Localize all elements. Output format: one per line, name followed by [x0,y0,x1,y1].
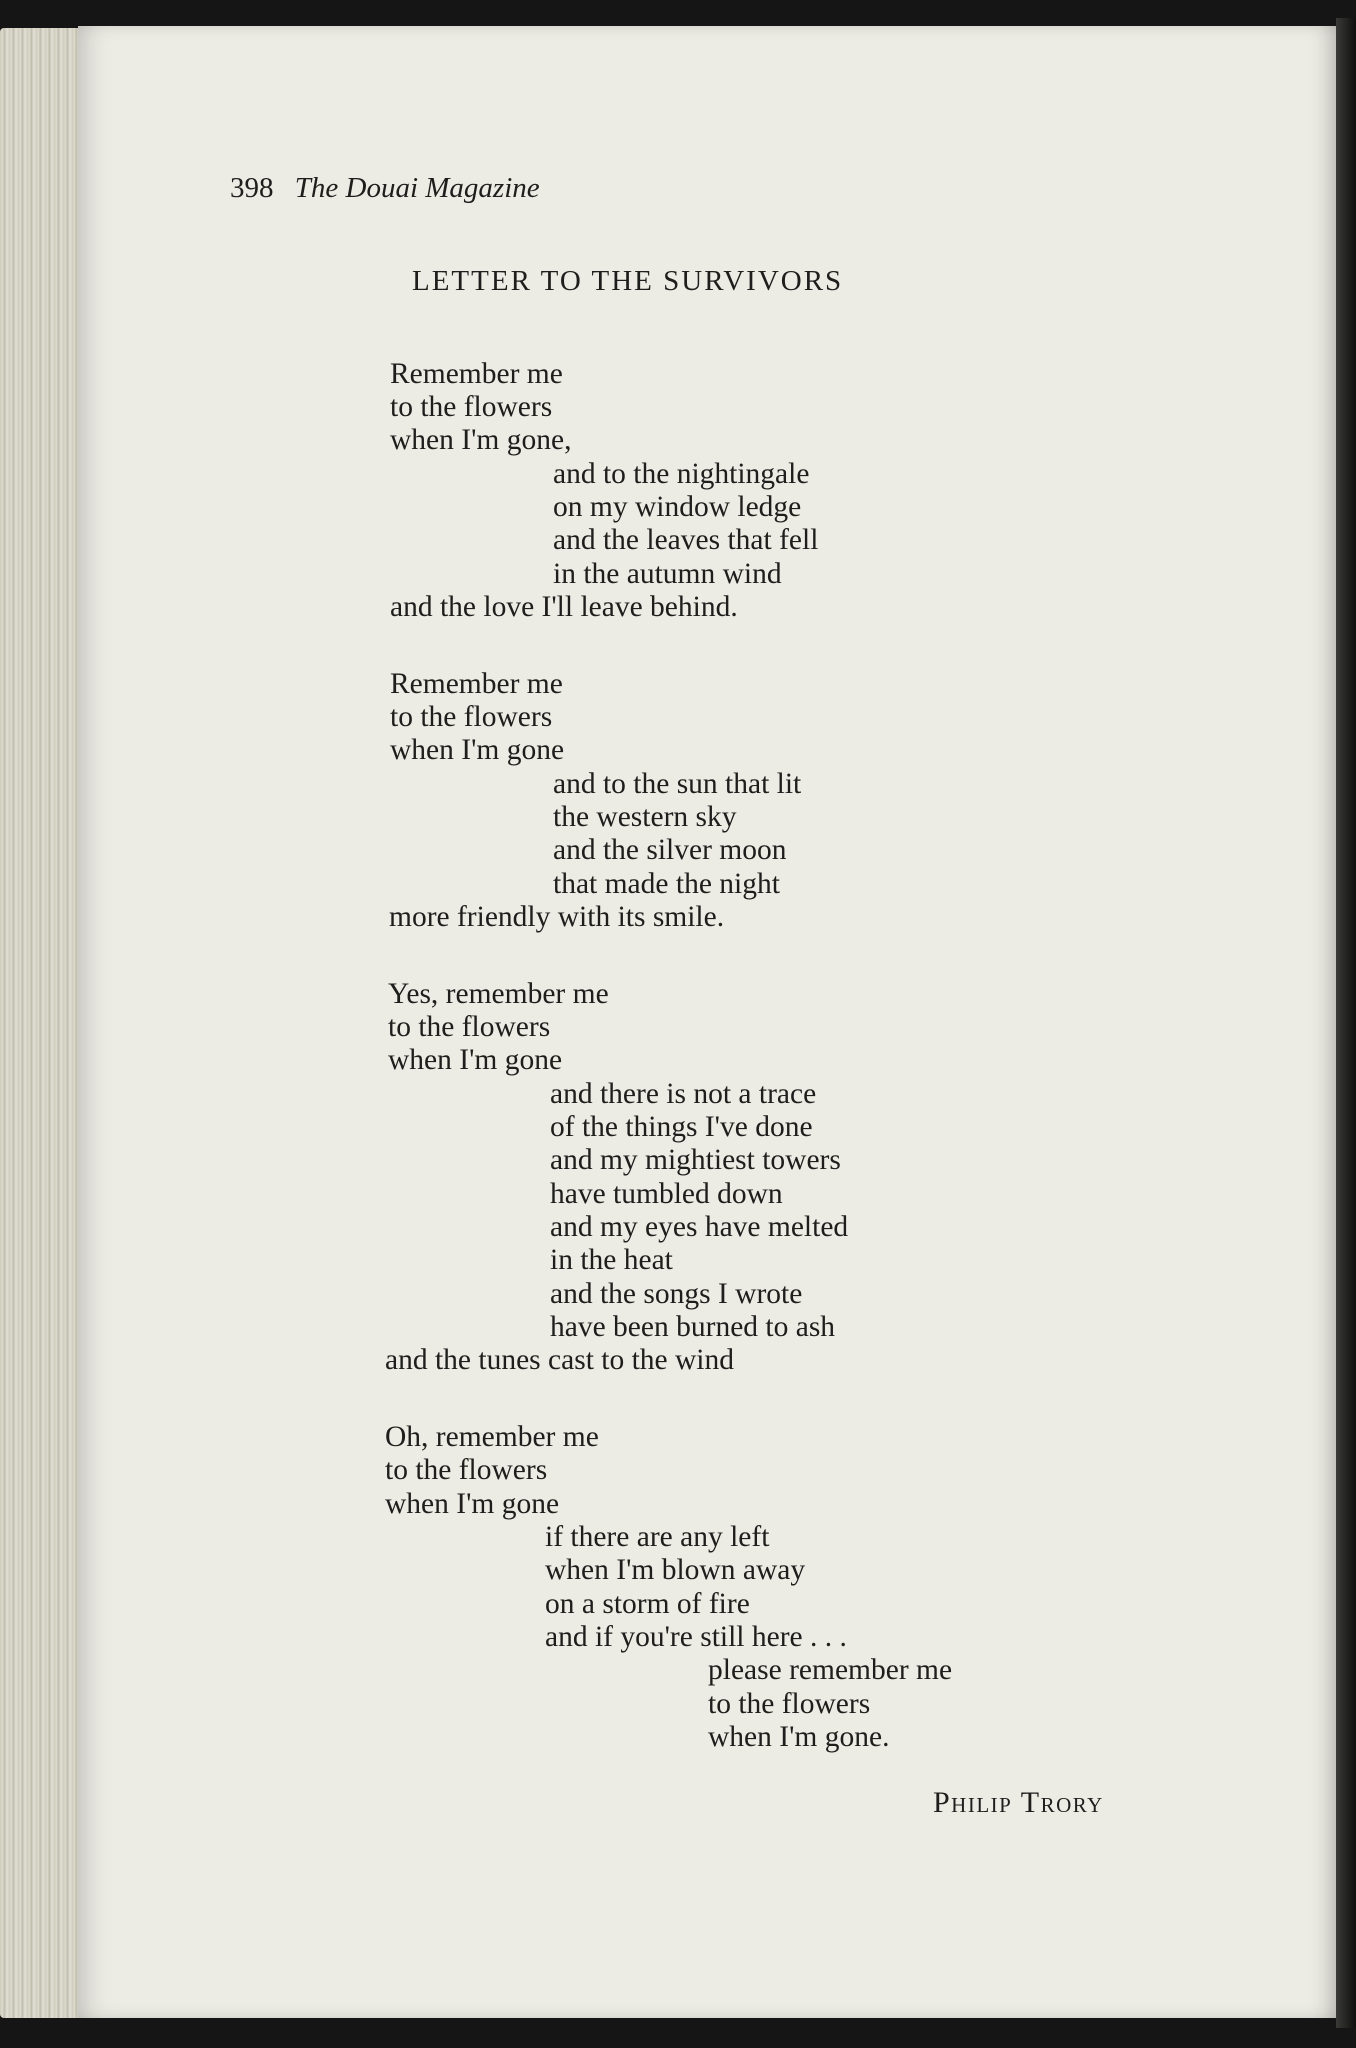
poem-line: and the silver moon [553,834,787,866]
poem-line: when I'm gone [388,1044,563,1076]
poem-line: on my window ledge [553,491,802,523]
poem-line: and my mightiest towers [550,1144,841,1176]
poem-line: and if you're still here . . . [545,1621,847,1653]
poem-line: and there is not a trace [550,1078,817,1110]
poem-line: and my eyes have melted [550,1211,849,1243]
poem-line: on a storm of fire [545,1588,750,1620]
poem-line: to the flowers [388,1011,551,1043]
poem-line: when I'm gone, [390,424,572,456]
poem-line: Remember me [390,668,563,700]
author-signature: Philip Trory [933,1786,1104,1819]
poem-line: when I'm gone [385,1488,560,1520]
book-gutter-shadow [1336,18,1356,2028]
poem-line: in the heat [550,1244,673,1276]
poem-line: Yes, remember me [388,978,609,1010]
poem-line: have been burned to ash [550,1311,836,1343]
poem-title: LETTER TO THE SURVIVORS [412,265,844,297]
poem-line: that made the night [553,868,780,900]
poem-line: please remember me [708,1654,953,1686]
poem-line: when I'm gone [390,734,565,766]
poem-line: when I'm blown away [545,1554,806,1586]
poem-line: the western sky [553,801,737,833]
poem-line: and to the sun that lit [553,768,802,800]
poem-line: when I'm gone. [708,1721,890,1753]
poem-line: Remember me [390,358,563,390]
poem-line: have tumbled down [550,1178,783,1210]
poem-line: and the songs I wrote [550,1278,803,1310]
magazine-title: The Douai Magazine [294,172,540,204]
poem-line: and the leaves that fell [553,524,819,556]
poem-line: to the flowers [390,391,553,423]
poem-line: in the autumn wind [553,558,782,590]
poem-line: if there are any left [545,1521,770,1553]
poem-line: of the things I've done [550,1111,813,1143]
poem-line: to the flowers [708,1688,871,1720]
poem-line: Oh, remember me [385,1421,599,1453]
page-number: 398 [230,172,274,204]
poem-line: to the flowers [390,701,553,733]
poem-line: to the flowers [385,1454,548,1486]
poem-line: and the tunes cast to the wind [385,1344,735,1376]
poem-line: and to the nightingale [553,458,810,490]
running-head [230,172,540,205]
poem-line: and the love I'll leave behind. [390,591,738,623]
poem-line: more friendly with its smile. [389,901,725,933]
